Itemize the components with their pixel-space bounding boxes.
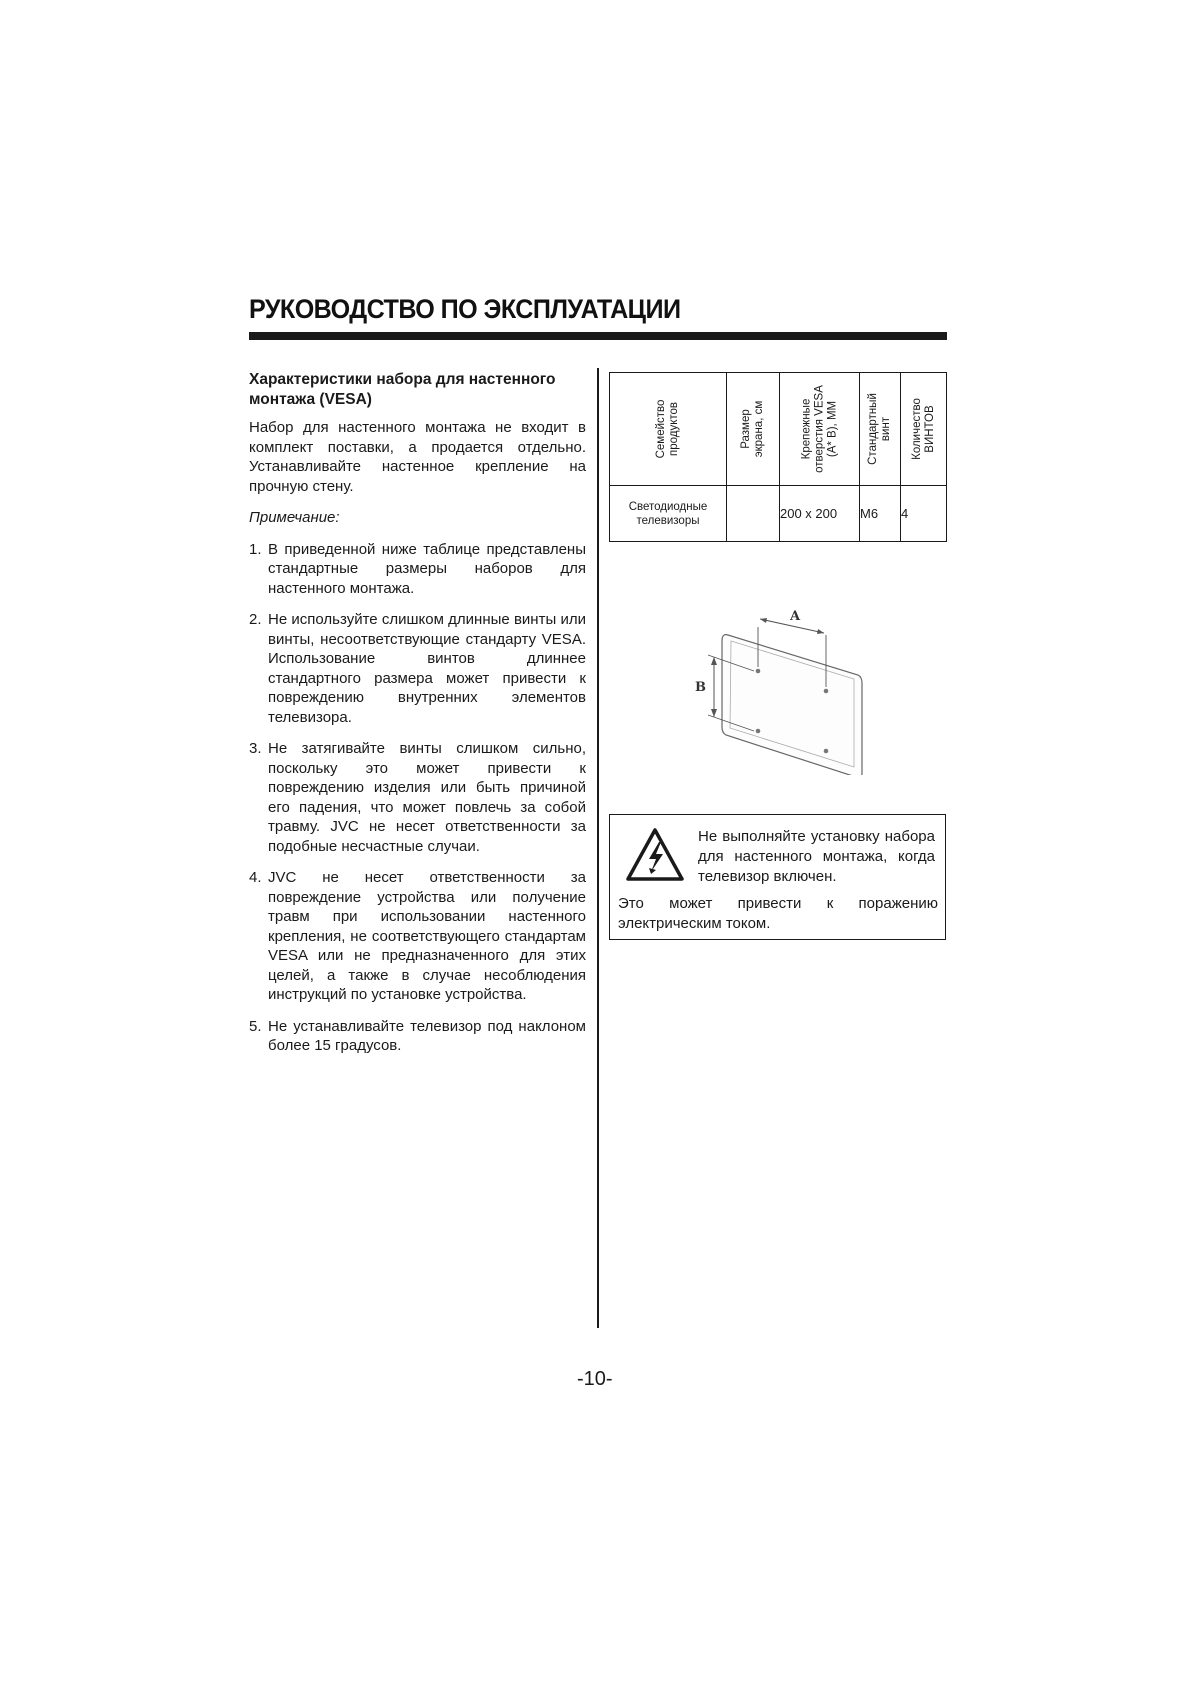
left-column xyxy=(249,370,586,1068)
cell-screw-quantity: 4 xyxy=(901,486,947,542)
header-screw-quantity: Количество ВИНТОВ xyxy=(901,373,947,486)
note-text: В приведенной ниже таблице представлены стандартные размеры наборов для настенного монтажа. xyxy=(268,540,586,597)
mount-hole xyxy=(824,689,829,694)
dimension-a-label: A xyxy=(790,609,801,624)
title-rule xyxy=(249,332,947,340)
page-title: РУКОВОДСТВО ПО ЭКСПЛУАТАЦИИ xyxy=(249,294,681,324)
notes-list xyxy=(249,540,586,1056)
note-number: 2. xyxy=(249,611,262,628)
high-voltage-warning-icon xyxy=(625,827,685,883)
note-item xyxy=(249,868,586,1005)
cell-vesa-holes: 200 x 200 xyxy=(780,486,860,542)
note-text: JVC не несет ответственности за повреждение устройства или получение травм при использовании настенного крепления, не соответствующего стандартам VESA или не предназначенного для этих целей, а также в случае несоблюдения инструкций по установке устройства. xyxy=(268,869,586,1003)
wall-mount-diagram xyxy=(686,595,876,775)
note-text: Не используйте слишком длинные винты или винты, несоответствующие стандарту VESA. Использование винтов длиннее стандартного размера может привести к повреждению внутренних элементов телевизора. xyxy=(268,611,586,726)
note-text: Не затягивайте винты слишком сильно, поскольку это может привести к повреждению изделия или быть причиной его падения, что может повлечь за собой травму. JVC не несет ответственности за подобные несчастные случаи. xyxy=(268,740,586,855)
dimension-b-label: B xyxy=(695,680,706,695)
note-number: 4. xyxy=(249,869,262,886)
warning-box xyxy=(609,814,946,940)
mount-hole xyxy=(824,749,829,754)
header-standard-screw: Стандартный винт xyxy=(860,373,901,486)
vesa-spec-table xyxy=(609,372,947,542)
note-number: 3. xyxy=(249,740,262,757)
note-item xyxy=(249,739,586,856)
intro-paragraph: Набор для настенного монтажа не входит в комплект поставки, а продается отдельно. Устанавливайте настенное крепление на прочную стену. xyxy=(249,419,586,495)
header-screen-size: Размер экрана, см xyxy=(727,373,780,486)
note-number: 5. xyxy=(249,1017,262,1035)
note-item xyxy=(249,610,586,727)
note-number: 1. xyxy=(249,540,262,558)
column-divider xyxy=(597,368,599,1328)
table-header-row xyxy=(610,373,947,486)
header-product-family: Семейство продуктов xyxy=(610,373,727,486)
warning-secondary-text: Это может привести к поражению электрическим током. xyxy=(618,895,938,932)
arrow-head xyxy=(711,709,717,717)
mount-hole xyxy=(756,729,761,734)
page-number: -10- xyxy=(577,1368,613,1390)
cell-screen-size xyxy=(727,486,780,542)
tv-back-panel xyxy=(722,635,862,775)
section-heading: Характеристики набора для настенного монтажа (VESA) xyxy=(249,371,556,408)
cell-product-family: Светодиодные телевизоры xyxy=(610,486,727,542)
note-item xyxy=(249,1017,586,1056)
note-text: Не устанавливайте телевизор под наклоном более 15 градусов. xyxy=(268,1017,586,1054)
header-vesa-holes: Крепежные отверстия VESA (A* B), ММ xyxy=(780,373,860,486)
table-row xyxy=(610,486,947,542)
warning-primary-text: Не выполняйте установку набора для настенного монтажа, когда телевизор включен. xyxy=(698,828,935,885)
mount-hole xyxy=(756,669,761,674)
cell-standard-screw: M6 xyxy=(860,486,901,542)
note-item xyxy=(249,540,586,599)
note-label: Примечание: xyxy=(249,509,340,526)
